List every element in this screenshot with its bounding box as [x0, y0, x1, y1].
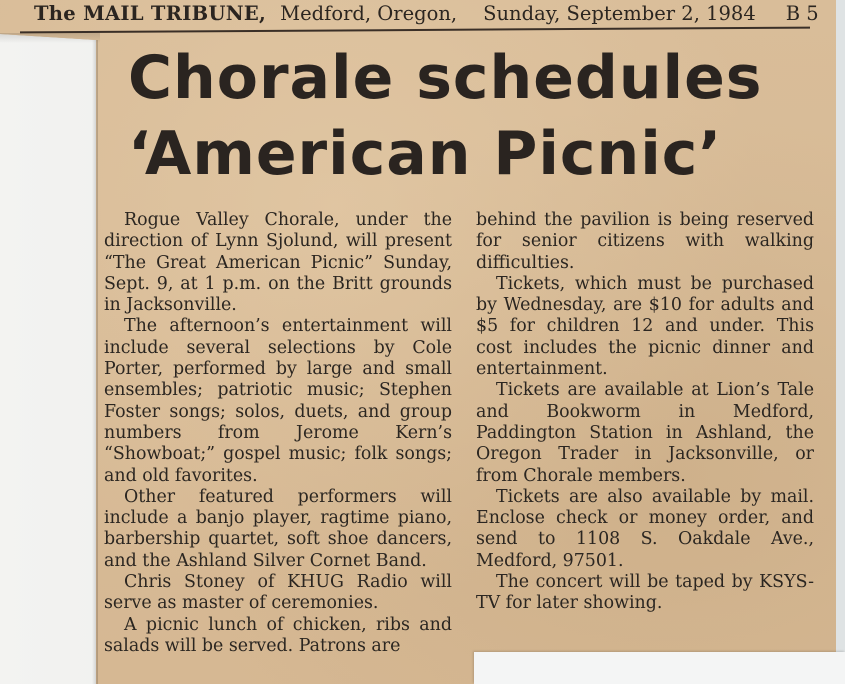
paragraph: Tickets are available at Lion’s Tale and Bookworm in Medford, Paddington Station in Ashland, the Oregon Trader in Jacksonville, or from Chorale members.	[476, 380, 814, 486]
paragraph: Chris Stoney of KHUG Radio will serve as master of ceremonies.	[104, 572, 452, 614]
underlying-white-card	[474, 652, 845, 684]
paragraph: Other featured performers will include a banjo player, ragtime piano, barbership quartet, soft shoe dancers, and the Ashland Silver Cornet Band.	[104, 486, 452, 571]
paragraph: The concert will be taped by KSYS-TV for later showing.	[476, 572, 814, 614]
page-number: B 5	[785, 2, 819, 25]
headline-line-2: ‘American Picnic’	[128, 119, 723, 189]
paragraph-continued: behind the pavilion is being reserved for senior citizens with walking difficulties.	[476, 210, 814, 273]
paragraph: Rogue Valley Chorale, under the direction of Lynn Sjolund, will present “The Great American Picnic” Sunday, Sept. 9, at 1 p.m. on the Britt grounds in Jacksonville.	[104, 210, 452, 316]
clipping-edge-shadow	[92, 40, 98, 684]
newspaper-name: The MAIL TRIBUNE,	[34, 2, 267, 25]
publication-date: Sunday, September 2, 1984	[483, 2, 756, 25]
newspaper-city: Medford, Oregon,	[280, 2, 458, 25]
paragraph: Tickets, which must be purchased by Wednesday, are $10 for adults and $5 for children 12 and under. This cost includes the picnic dinner and entertainment.	[476, 273, 814, 380]
paragraph: The afternoon’s entertainment will include several selections by Cole Porter, performed by large and small ensembles; patriotic music; Stephen Foster songs; solos, duets, and group numbers from Jerome Kern’s “Showboat;” gospel music; folk songs; and old favorites.	[104, 316, 452, 486]
paragraph: A picnic lunch of chicken, ribs and salads will be served. Patrons are	[104, 614, 452, 656]
clipping-fold-shadow	[0, 33, 100, 43]
article-column-right	[476, 210, 814, 615]
masthead	[34, 0, 824, 25]
paragraph: Tickets are also available by mail. Enclose check or money order, and send to 1108 S. Oakdale Ave., Medford, 97501.	[476, 486, 814, 571]
article-column-left	[104, 210, 452, 657]
headline	[128, 40, 828, 192]
headline-line-1: Chorale schedules	[128, 43, 763, 113]
